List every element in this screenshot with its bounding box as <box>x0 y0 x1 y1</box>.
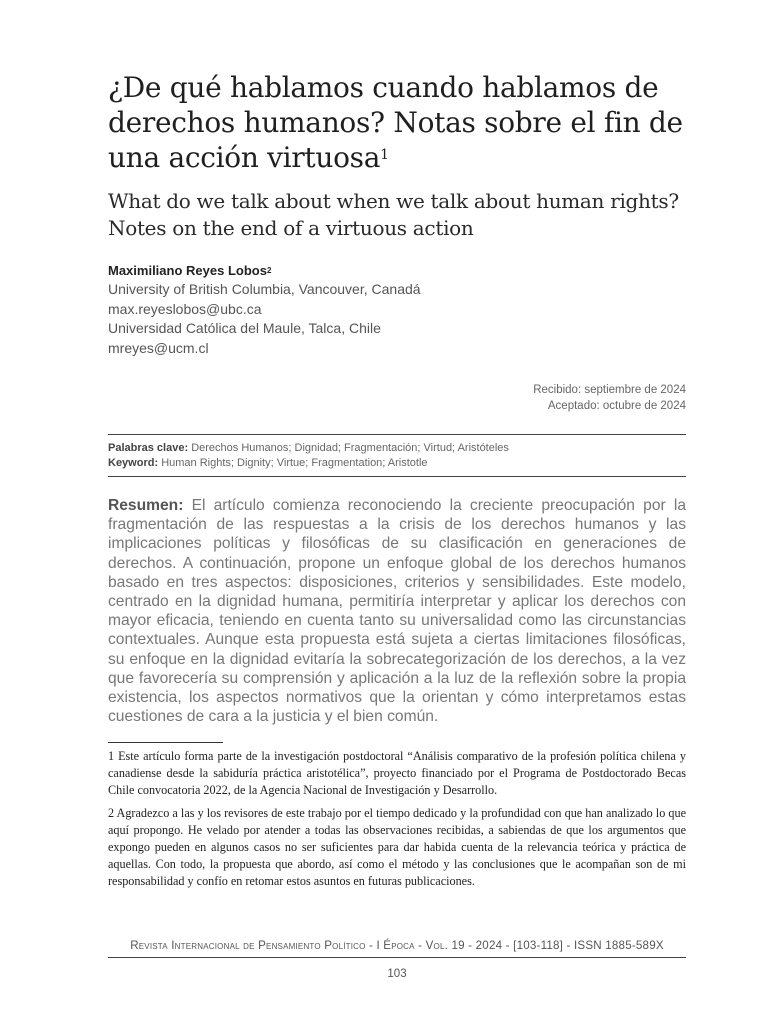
article-subtitle: What do we talk about when we talk about human rights? Notes on the end of a virtuous action <box>108 189 679 240</box>
title-footnote-marker: 1 <box>380 147 389 163</box>
footnote-rule <box>108 742 223 743</box>
abstract-text: El artículo comienza reconociendo la creciente preocupación por la fragmentación de las respuestas a la crisis de los derechos humanos y las implicaciones políticas y filosóficas de su clasificación en generaciones de derechos. A continuación, propone un enfoque global de los derechos humanos basado en tres aspectos: disposiciones, criterios y sensibilidades. Este modelo, centrado en la dignidad humana, permitiría interpretar y aplicar los derechos con mayor eficacia, teniendo en cuenta tanto su universalidad como las circunstancias contextuales. Aunque esta propuesta está sujeta a ciertas limitaciones filosóficas, su enfoque en la dignidad evitaría la sobrecategorización de los derechos, a la vez que favorecería su comprensión y aplicación a la luz de la reflexión sobre la propia existencia, los aspectos normativos que la orientan y cómo interpretamos estas cuestiones de cara a la justicia y el bien común. <box>108 497 686 726</box>
keywords-en-value: Human Rights; Dignity; Virtue; Fragmentation; Aristotle <box>161 457 428 469</box>
author-name <box>108 262 686 280</box>
footnote-2: 2 Agradezco a las y los revisores de este trabajo por el tiempo dedicado y la profundidad con que han analizado lo que aquí propongo. He velado por atender a todas las observaciones recibidas, a sabiendas de que los argumentos que expongo pueden en algunos casos no ser suficientes para dar habida cuenta de la relevancia teórica y práctica de aquellas. Con todo, la propuesta que abordo, así como el método y las conclusiones que le acompañan son de mi responsabilidad y confío en retomar estos asuntos en futuras publicaciones. <box>108 806 686 888</box>
journal-citation: Revista Internacional de Pensamiento Político - I Época - Vol. 19 - 2024 - [103-118] - ISSN 1885-589X <box>130 939 664 952</box>
affiliation-2: Universidad Católica del Maule, Talca, Chile <box>108 320 381 336</box>
dates-block <box>533 382 686 414</box>
abstract-label: Resumen: <box>108 497 184 514</box>
author-block <box>108 262 686 358</box>
keywords-es-value: Derechos Humanos; Dignidad; Fragmentación; Virtud; Aristóteles <box>191 442 509 454</box>
footer-rule <box>108 957 686 958</box>
footnote-1: 1 Este artículo forma parte de la investigación postdoctoral “Análisis comparativo de la profesión política chilena y canadiense desde la sabiduría práctica aristotélica”, proyecto financiado por el Programa de Postdoctorado Becas Chile convocatoria 2022, de la Agencia Nacional de Investigación y Desarrollo. <box>108 749 686 797</box>
author-email-1: max.reyeslobos@ubc.ca <box>108 300 262 317</box>
article-title <box>108 70 686 175</box>
keywords-es <box>108 441 686 456</box>
keywords-en-label: Keyword: <box>108 457 159 469</box>
accepted-date: Aceptado: octubre de 2024 <box>547 400 686 412</box>
affiliation-1: University of British Columbia, Vancouver, Canadá <box>108 281 421 297</box>
page-number: 103 <box>387 968 407 980</box>
keywords-en <box>108 456 686 471</box>
author-footnote-marker: 2 <box>266 266 272 275</box>
keywords-bottom-rule <box>108 476 686 477</box>
footnotes <box>108 748 686 896</box>
keywords-es-label: Palabras clave: <box>108 442 189 454</box>
title-text: ¿De qué hablamos cuando hablamos de derechos humanos? Notas sobre el fin de una acción virtuosa <box>108 71 683 174</box>
received-date: Recibido: septiembre de 2024 <box>533 384 686 396</box>
abstract <box>108 496 686 726</box>
author-name-text: Maximiliano Reyes Lobos <box>108 263 267 278</box>
keywords-top-rule <box>108 434 686 435</box>
keywords-block <box>108 441 686 471</box>
author-email-2: mreyes@ucm.cl <box>108 339 209 356</box>
